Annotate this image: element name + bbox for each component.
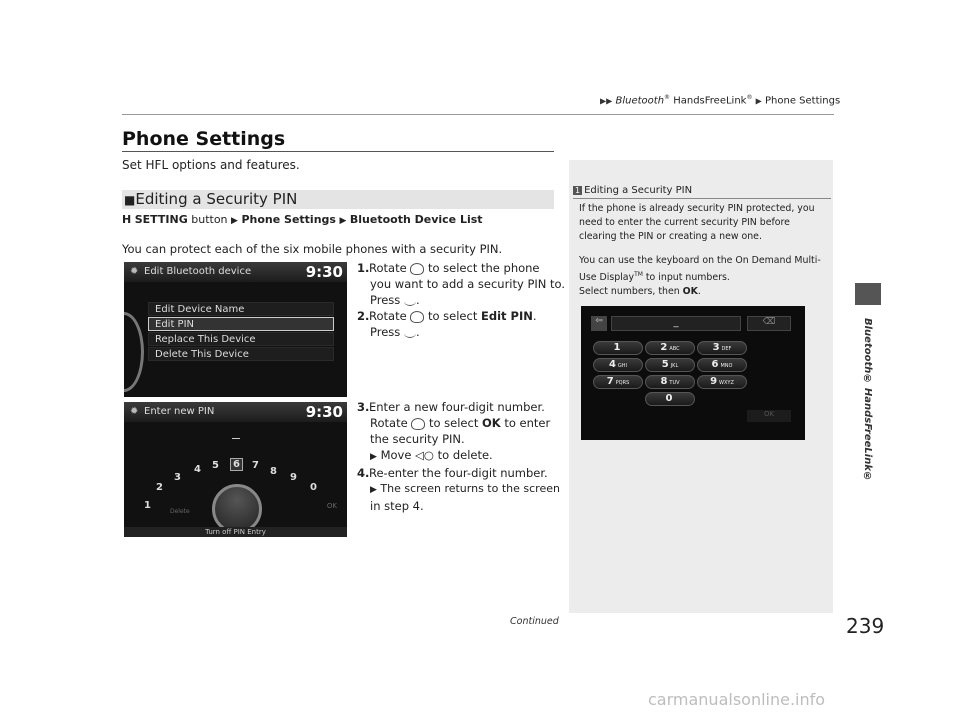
key-letters: PQRS <box>615 380 630 386</box>
step-text: Press <box>370 325 401 339</box>
sidebar-text: to input numbers. <box>642 272 730 284</box>
step-bold: Edit PIN <box>481 309 533 323</box>
keypad-key-7[interactable] <box>593 375 643 389</box>
step-text: you want to add a security PIN to. <box>370 277 566 291</box>
step-bold: OK <box>482 416 501 430</box>
steps-3-4 <box>357 399 560 514</box>
menu-item-delete-device[interactable]: Delete This Device <box>148 347 334 361</box>
dial-digit-8[interactable]: 8 <box>270 466 277 477</box>
steps-1-2: 1.Rotate to select the phone you want to add a security PIN to. Press . 2.Rotate to select Edit PIN. Press . <box>357 261 566 339</box>
key-letters: ABC <box>669 346 680 352</box>
screen-header-title: Edit Bluetooth device <box>144 266 252 277</box>
step-text: to select <box>428 416 479 430</box>
step-text: Enter a new four-digit number. <box>369 400 545 414</box>
clock: 9:30 <box>305 403 343 421</box>
key-letters: MNO <box>720 363 733 369</box>
keypad-screen <box>581 306 805 440</box>
keypad-ok-button[interactable]: OK <box>747 410 791 422</box>
watermark: carmanualsonline.info <box>648 690 826 709</box>
interface-dial-icon <box>410 311 424 323</box>
device-menu <box>148 302 334 362</box>
keypad-key-3[interactable] <box>697 341 747 355</box>
key-digit: 6 <box>711 359 719 370</box>
step-text: Rotate <box>370 416 408 430</box>
step-line: Press . <box>370 325 420 339</box>
key-letters: WXYZ <box>719 380 734 386</box>
clock: 9:30 <box>305 263 343 281</box>
step-text: to select <box>427 309 478 323</box>
dial-digit-2[interactable]: 2 <box>156 482 163 493</box>
key-digit: 1 <box>613 342 621 353</box>
key-letters: DEF <box>721 346 732 352</box>
key-digit: 7 <box>606 376 614 387</box>
breadcrumb-current: Phone Settings <box>765 95 841 107</box>
sidebar-text: Select numbers, then <box>579 286 683 298</box>
step-number: 1. <box>357 261 370 275</box>
home-icon: H <box>122 213 132 226</box>
key-digit: 8 <box>660 376 668 387</box>
dial-digit-3[interactable]: 3 <box>174 472 181 483</box>
sidebar-text: . <box>697 286 701 298</box>
keypad-key-1[interactable] <box>593 341 643 355</box>
step-text: Move <box>380 448 412 462</box>
intro-text: Set HFL options and features. <box>122 158 300 172</box>
step-text: to select the phone <box>427 261 540 275</box>
screen-header <box>124 402 347 422</box>
note-number: 1 <box>575 186 581 195</box>
path-arrow-icon: ▶ <box>339 216 347 226</box>
screen-header <box>124 262 347 282</box>
sidebar-paragraph <box>579 254 825 285</box>
step-number: 3. <box>357 400 370 414</box>
breadcrumb-reg: ® <box>664 94 671 101</box>
dial-digit-5[interactable]: 5 <box>212 460 219 471</box>
key-letters: GHI <box>617 363 628 369</box>
step-text: the security PIN. <box>370 432 465 446</box>
press-icon <box>404 328 416 338</box>
interface-dial-icon <box>410 263 424 275</box>
step-text: in step 4. <box>370 499 424 513</box>
backspace-icon[interactable]: ⌫ <box>747 316 791 331</box>
chapter-tab <box>855 283 881 305</box>
keypad-key-5[interactable] <box>645 358 695 372</box>
path-item-1: Phone Settings <box>241 213 336 226</box>
menu-item-replace-device[interactable]: Replace This Device <box>148 332 334 346</box>
dial-digit-4[interactable]: 4 <box>194 464 201 475</box>
step-line <box>357 447 560 465</box>
press-icon <box>404 296 416 306</box>
pin-cursor <box>232 438 240 439</box>
gear-icon: ✹ <box>130 406 139 417</box>
keypad-key-2[interactable] <box>645 341 695 355</box>
breadcrumb-bluetooth: Bluetooth <box>615 95 665 107</box>
header-divider <box>122 114 834 115</box>
step-text: The screen returns to the screen <box>380 482 560 495</box>
step-number: 2. <box>357 309 370 323</box>
path-arrow-icon: ▶ <box>231 216 238 226</box>
key-digit: 0 <box>665 393 673 404</box>
breadcrumb-reg2: ® <box>746 94 753 101</box>
continued-label: Continued <box>510 616 559 627</box>
title-divider <box>122 151 554 152</box>
sub-arrow-icon: ▶ <box>370 452 377 462</box>
trademark: TM <box>634 271 643 278</box>
breadcrumb-arrow-icon: ▶ <box>755 96 762 106</box>
step-number: 4. <box>357 466 370 480</box>
key-digit: 3 <box>712 342 720 353</box>
dial-arc <box>124 312 144 392</box>
section-marker-icon: ■ <box>124 193 136 207</box>
back-icon[interactable]: ⇦ <box>591 316 607 331</box>
dial-ok[interactable]: OK <box>326 502 337 510</box>
page-number: 239 <box>846 614 885 638</box>
pin-input-display: _ <box>611 316 741 331</box>
key-digit: 5 <box>661 359 669 370</box>
keypad-key-6[interactable] <box>697 358 747 372</box>
menu-item-edit-device-name[interactable]: Edit Device Name <box>148 302 334 316</box>
screen-edit-bluetooth-device <box>124 262 347 397</box>
dial-digit-0[interactable]: 0 <box>310 482 317 493</box>
menu-path <box>122 213 483 226</box>
move-left-icon: ◁○ <box>415 448 434 462</box>
page-title: Phone Settings <box>122 128 286 150</box>
body-text: You can protect each of the six mobile phones with a security PIN. <box>122 242 503 256</box>
step-text: Re-enter the four-digit number. <box>369 466 548 480</box>
step-line <box>357 415 560 431</box>
gear-icon: ✹ <box>130 266 139 277</box>
keypad-key-8[interactable] <box>645 375 695 389</box>
breadcrumb-hfl: HandsFreeLink <box>670 95 747 107</box>
key-digit: 4 <box>608 359 616 370</box>
sidebar-title: Editing a Security PIN <box>584 185 693 196</box>
path-button: button <box>187 213 228 226</box>
chapter-label: Bluetooth® HandsFreeLink® <box>862 318 873 482</box>
sidebar-paragraph <box>579 285 825 299</box>
path-setting: SETTING <box>134 213 188 226</box>
sidebar-bold: OK <box>682 286 698 298</box>
step-text: Rotate <box>369 261 407 275</box>
turn-off-pin-entry[interactable]: Turn off PIN Entry <box>124 527 347 537</box>
breadcrumb <box>600 94 840 106</box>
dial-digit-7[interactable]: 7 <box>252 460 259 471</box>
dial-digit-9[interactable]: 9 <box>290 472 297 483</box>
step-text: Press <box>370 293 401 307</box>
keypad-key-4[interactable] <box>593 358 643 372</box>
screen-enter-new-pin <box>124 402 347 537</box>
dial-delete[interactable]: Delete <box>170 508 190 515</box>
section-heading <box>122 190 554 209</box>
screen-header-title: Enter new PIN <box>144 406 215 417</box>
step-text: to delete. <box>437 448 493 462</box>
key-digit: 2 <box>660 342 668 353</box>
section-title: Editing a Security PIN <box>135 190 298 208</box>
path-item-2: Bluetooth Device List <box>349 213 483 226</box>
step-line: Press . <box>370 293 420 307</box>
sub-arrow-icon: ▶ <box>370 485 377 495</box>
sidebar-heading <box>573 185 831 199</box>
menu-item-edit-pin[interactable]: Edit PIN <box>148 317 334 331</box>
dial-digit-1[interactable]: 1 <box>144 500 151 511</box>
keypad-key-9[interactable] <box>697 375 747 389</box>
step-line <box>357 481 560 498</box>
dial-digit-6[interactable]: 6 <box>230 458 243 471</box>
key-letters: JKL <box>670 363 679 369</box>
key-digit: 9 <box>710 376 718 387</box>
key-letters: TUV <box>669 380 680 386</box>
keypad-key-0[interactable] <box>645 392 695 406</box>
sidebar-paragraph: If the phone is already security PIN protected, you need to enter the current security PIN before clearing the PIN or creating a new one. <box>579 203 815 242</box>
sidebar-text: You can use the keyboard on the On Demand Multi-Use Display <box>579 255 821 284</box>
sidebar-body <box>579 202 825 299</box>
step-text: Rotate <box>369 309 407 323</box>
breadcrumb-arrow-icon: ▶▶ <box>600 96 613 106</box>
step-text: to enter <box>504 416 551 430</box>
interface-dial-icon <box>411 418 425 430</box>
